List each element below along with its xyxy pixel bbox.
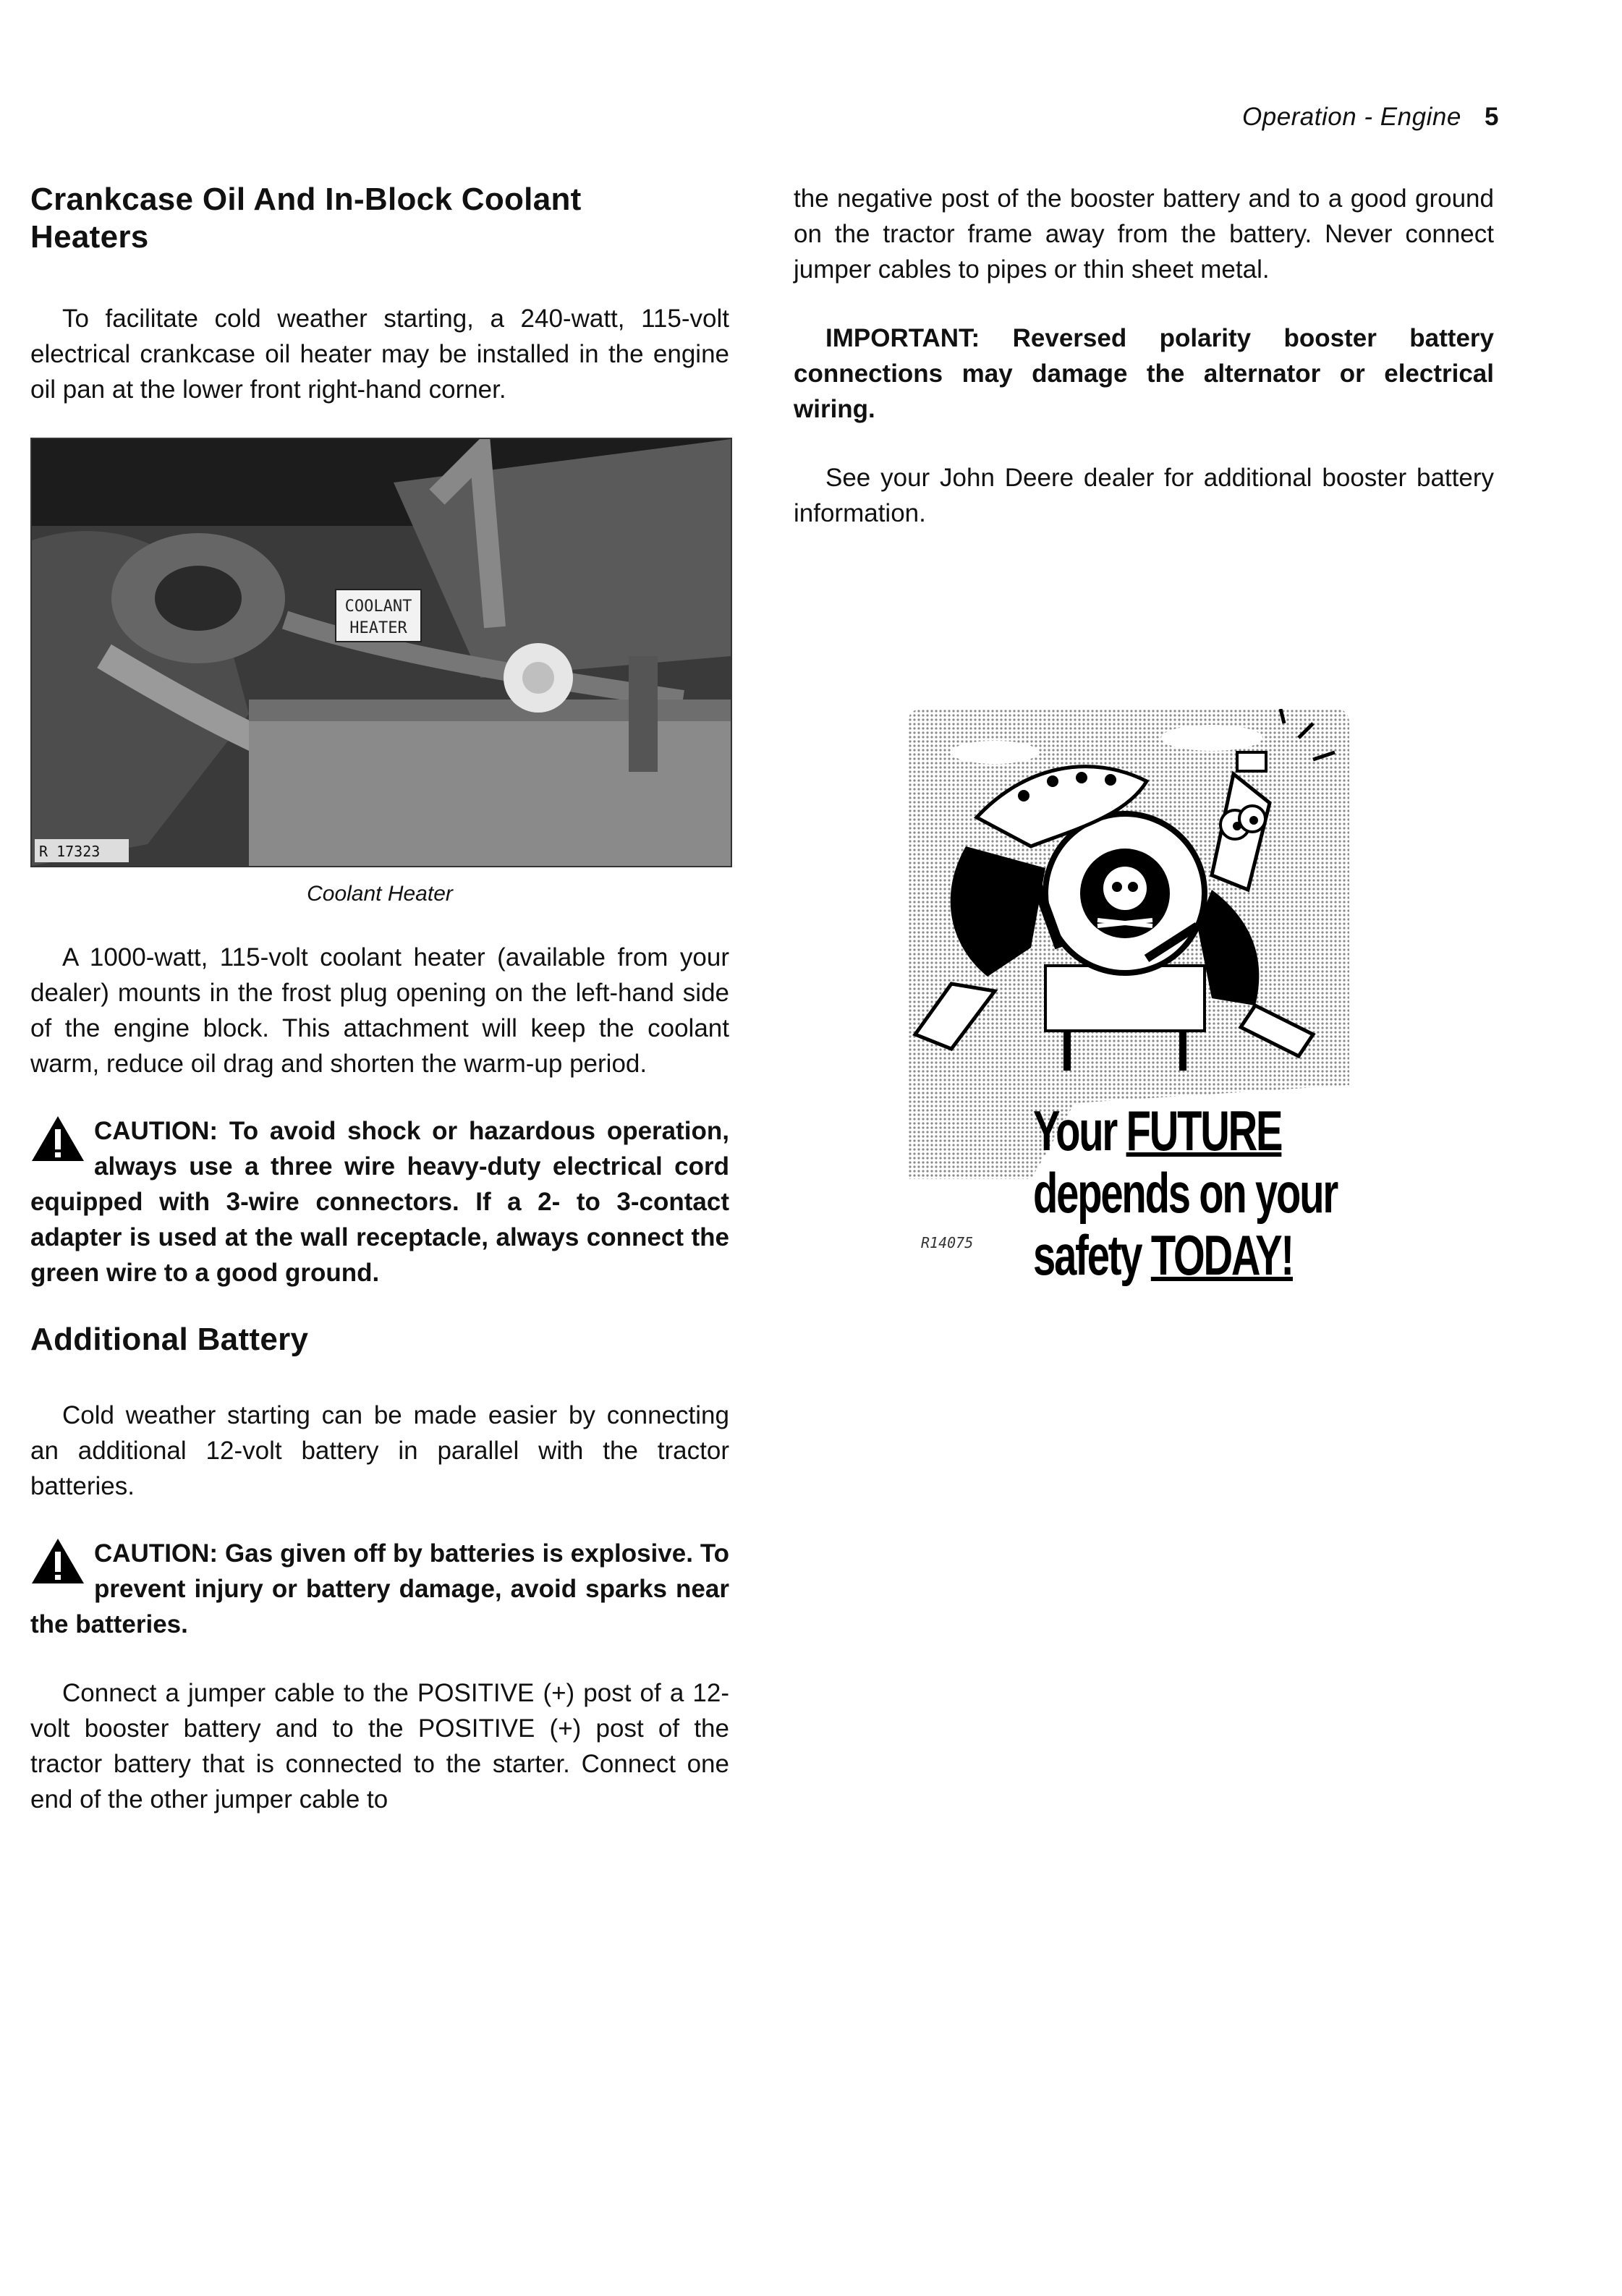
photo-label-line2: HEATER [349, 618, 407, 637]
paragraph-oil-heater: To facilitate cold weather starting, a 240-watt, 115-volt electrical crankcase oil heater may be installed in the engine oil pan at the lower front right-hand corner. [30, 304, 729, 404]
right-column [794, 181, 1494, 531]
warning-icon [30, 1537, 85, 1585]
caution-battery-gas-text: CAUTION: Gas given off by batteries is explosive. To prevent injury or battery damage, avoid sparks near the batteries. [30, 1539, 729, 1638]
caution-battery-gas [30, 1536, 729, 1642]
important-note: IMPORTANT: Reversed polarity booster battery connections may damage the alternator or electrical wiring. [794, 324, 1494, 423]
paragraph-negative-post: the negative post of the booster battery and to a good ground on the tractor frame away from the battery. Never connect jumper cables to pipes or thin sheet metal. [794, 184, 1494, 284]
warning-icon [30, 1115, 85, 1162]
slogan-line-1 [1033, 1099, 1282, 1162]
slogan-your: Your [1033, 1099, 1126, 1162]
heading-heaters: Crankcase Oil And In-Block Coolant Heaters [30, 182, 582, 255]
slogan-safety: safety [1033, 1223, 1151, 1287]
coolant-heater-photo [30, 438, 732, 867]
paragraph-coolant-heater: A 1000-watt, 115-volt coolant heater (available from your dealer) mounts in the frost plug opening on the left-hand side of the engine block. This attachment will keep the coolant warm, reduce oil drag and shorten the warm-up period. [30, 943, 729, 1078]
poster-id: R14075 [921, 1234, 974, 1251]
page-header [1242, 103, 1499, 132]
paragraph-jumper-cable: Connect a jumper cable to the POSITIVE (+) post of a 12-volt booster battery and to the POSITIVE (+) post of the tractor battery that is connected to the starter. Connect one end of the other jumper cable to [30, 1678, 729, 1814]
caution-electrical-text: CAUTION: To avoid shock or hazardous operation, always use a three wire heavy-duty electrical cord equipped with 3-wire connectors. If a 2- to 3-contact adapter is used at the wall receptacle, always connect the green wire to a good ground. [30, 1116, 729, 1287]
slogan-future: FUTURE [1126, 1099, 1282, 1162]
heading-additional-battery: Additional Battery [30, 1321, 309, 1357]
left-column [30, 181, 729, 1817]
slogan-today: TODAY! [1150, 1223, 1293, 1287]
paragraph-additional-battery: Cold weather starting can be made easier by connecting an additional 12-volt battery in parallel with the tractor batteries. [30, 1400, 729, 1500]
photo-caption: Coolant Heater [307, 881, 453, 906]
photo-label-line1: COOLANT [344, 597, 412, 616]
header-section: Operation - Engine [1242, 103, 1461, 131]
slogan-line-2: depends on your [1033, 1161, 1338, 1225]
photo-id: R 17323 [39, 842, 101, 860]
page-number: 5 [1485, 103, 1499, 131]
paragraph-dealer-info: See your John Deere dealer for additional booster battery information. [794, 464, 1494, 527]
poster-slogan [1033, 1100, 1373, 1286]
caution-electrical [30, 1113, 729, 1291]
slogan-line-3 [1033, 1223, 1293, 1287]
